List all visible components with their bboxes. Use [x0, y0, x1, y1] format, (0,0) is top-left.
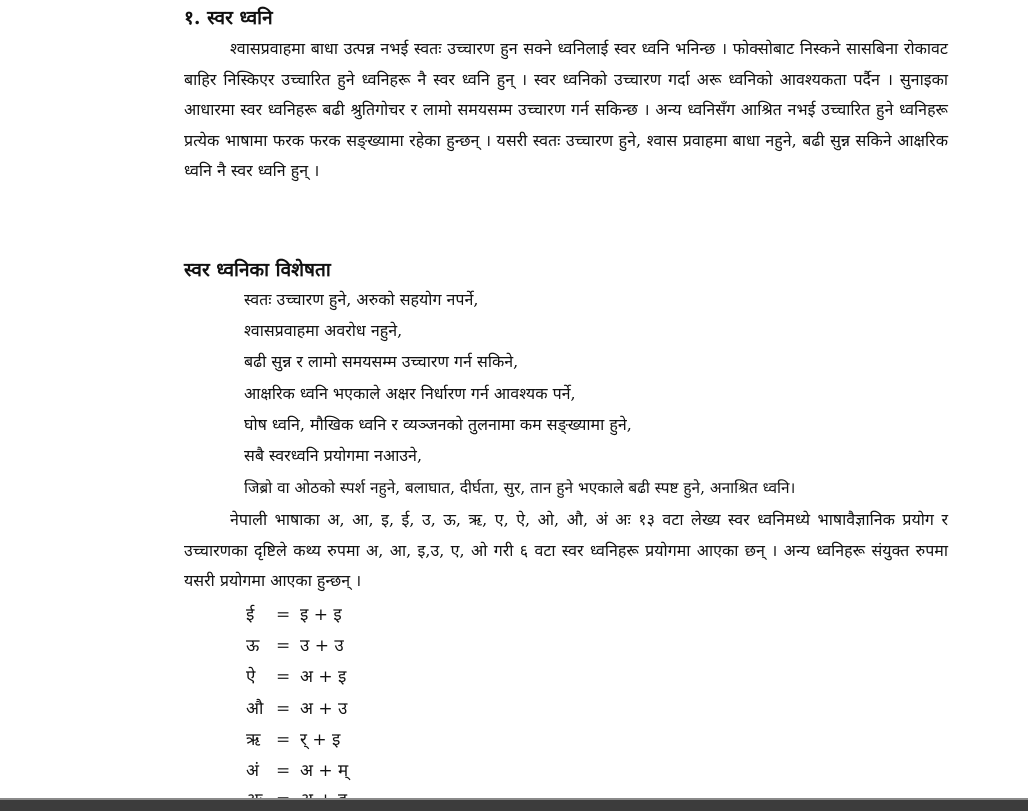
- section-heading-vowel-features: स्वर ध्वनिका विशेषता: [184, 259, 331, 281]
- equation-lhs: ई: [246, 605, 255, 625]
- feature-item: सबै स्वरध्वनि प्रयोगमा नआउने,: [244, 446, 423, 465]
- section-heading-vowel-sound: १. स्वर ध्वनि: [184, 7, 273, 29]
- equation-rhs: र् + इ: [300, 730, 341, 750]
- equation-rhs: अ + इ: [300, 667, 347, 687]
- equation-rhs: अ + उ: [300, 699, 348, 719]
- equation-lhs: ऋ: [246, 730, 261, 750]
- equation-equals: =: [276, 730, 291, 750]
- equation-rhs: इ + इ: [300, 605, 342, 625]
- feature-item: बढी सुन्न र लामो समयसम्म उच्चारण गर्न सकिने,: [244, 352, 519, 371]
- equation-rhs: अ + म्: [300, 761, 349, 781]
- equation-equals: =: [276, 761, 291, 781]
- equation-lhs: अं: [246, 761, 259, 781]
- intro-paragraph: श्वासप्रवाहमा बाधा उत्पन्न नभई स्वतः उच्चारण हुन सक्ने ध्वनिलाई स्वर ध्वनि भनिन्छ । फोक्सोबाट निस्कने सासबिना रोकावट बाहिर निस्किएर उच्चारित हुने ध्वनिहरू नै स्वर ध्वनि हुन् । स्वर ध्वनिको उच्चारण गर्दा अरू ध्वनिको आवश्यकता पर्दैन । सुनाइका आधारमा स्वर ध्वनिहरू बढी श्रुतिगोचर र लामो समयसम्म उच्चारण गर्न सकिन्छ । अन्य ध्वनिसँग आश्रित नभई उच्चारित हुने ध्वनिहरू प्रत्येक भाषामा फरक फरक सङ्ख्यामा रहेका हुन्छन् । यसरी स्वतः उच्चारण हुने, श्वास प्रवाहमा बाधा नहुने, बढी सुन्न सकिने आक्षरिक ध्वनि नै स्वर ध्वनि हुन् ।: [184, 39, 948, 180]
- equation-equals: =: [276, 699, 291, 719]
- equation-equals: =: [276, 667, 291, 687]
- feature-item: स्वतः उच्चारण हुने, अरुको सहयोग नपर्ने,: [244, 290, 479, 309]
- equation-equals: =: [276, 605, 291, 625]
- feature-item: जिब्रो वा ओठको स्पर्श नहुने, बलाघात, दीर्घता, सुर, तान हुने भएकाले बढी स्पष्ट हुने, अनाश्रित ध्वनि।: [244, 479, 796, 497]
- equation-lhs: औ: [246, 699, 264, 719]
- equation-lhs: ऐ: [246, 667, 256, 687]
- window-bottom-bar: [0, 800, 1028, 811]
- equation-lhs: ऊ: [246, 636, 260, 656]
- feature-item: घोष ध्वनि, मौखिक ध्वनि र व्यञ्जनको तुलनामा कम सङ्ख्यामा हुने,: [244, 415, 632, 434]
- feature-item: श्वासप्रवाहमा अवरोध नहुने,: [244, 321, 403, 340]
- vowel-inventory-paragraph: नेपाली भाषाका अ, आ, इ, ई, उ, ऊ, ऋ, ए, ऐ, ओ, औ, अं अः १३ वटा लेख्य स्वर ध्वनिमध्ये भाषावैज्ञानिक प्रयोग र उच्चारणका दृष्टिले कथ्य रुपमा अ, आ, इ,उ, ए, ओ गरी ६ वटा स्वर ध्वनिहरू प्रयोगमा आएका छन् । अन्य ध्वनिहरू संयुक्त रुपमा यसरी प्रयोगमा आएका हुन्छन् ।: [184, 510, 948, 590]
- equation-rhs: उ + उ: [300, 636, 344, 656]
- feature-item: आक्षरिक ध्वनि भएकाले अक्षर निर्धारण गर्न आवश्यक पर्ने,: [244, 384, 576, 403]
- equation-equals: =: [276, 636, 291, 656]
